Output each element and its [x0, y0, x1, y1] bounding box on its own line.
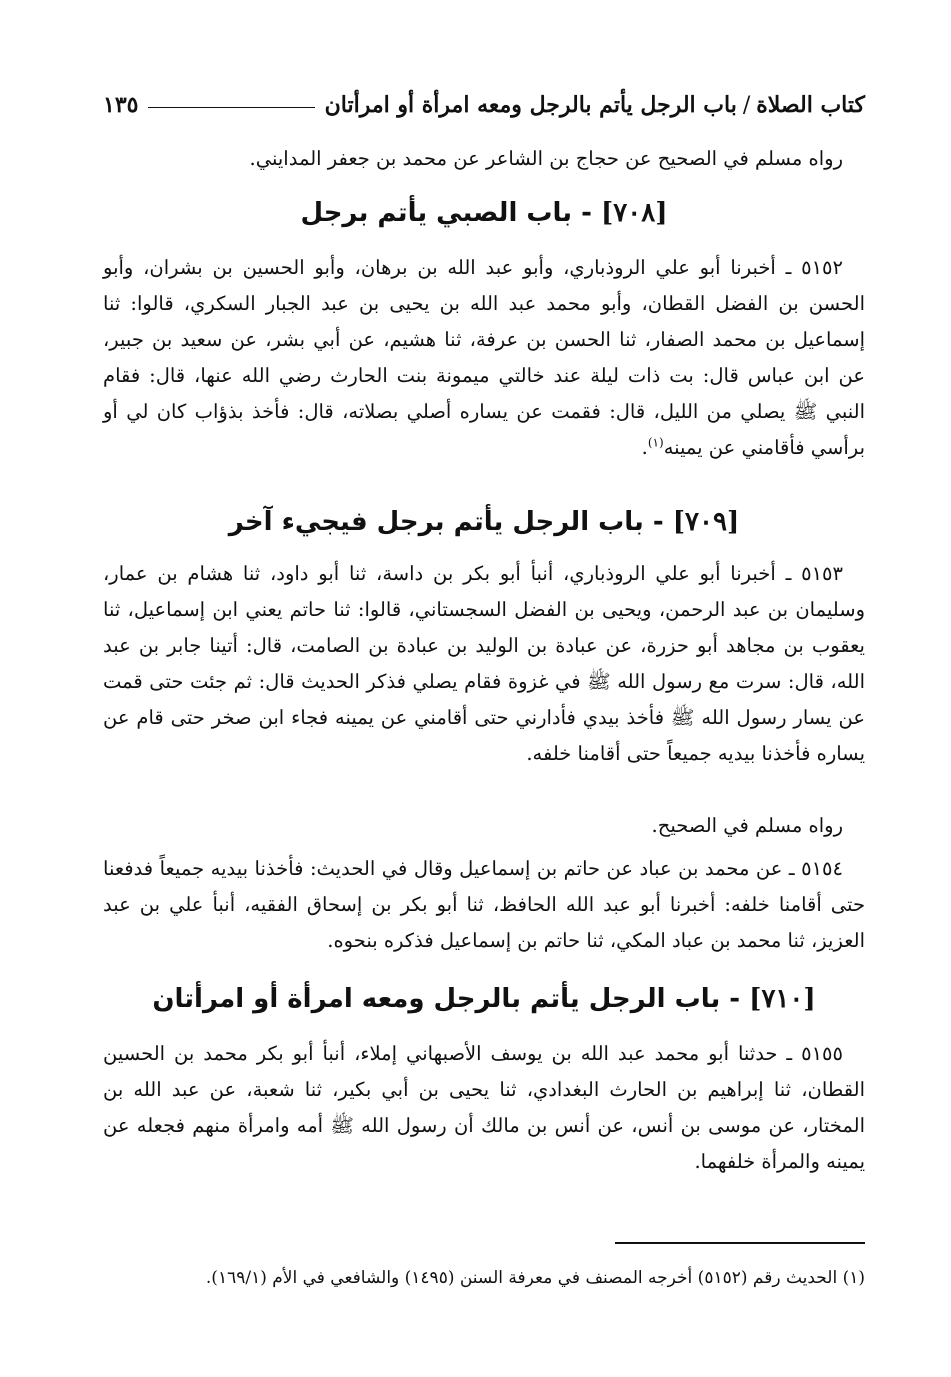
- header-rule: [148, 107, 314, 108]
- hadith-5153-source: [103, 808, 865, 844]
- hadith-5152-end: .: [641, 436, 648, 459]
- page-header: [103, 78, 865, 118]
- hadith-5153: [103, 556, 865, 772]
- hadith-5152: [103, 250, 865, 466]
- intro-text: رواه مسلم في الصحيح عن حجاج بن الشاعر عن محمد بن جعفر المدايني.: [249, 147, 843, 170]
- chapter-title: - باب الرجل يأتم برجل فيجيء آخر: [228, 507, 664, 537]
- hadith-5154: [103, 851, 865, 959]
- footnote: (١) الحديث رقم (٥١٥٢) أخرجه المصنف في معرفة السنن (١٤٩٥) والشافعي في الأم (١٦٩/١).: [205, 1268, 865, 1288]
- chapter-title: - باب الرجل يأتم بالرجل ومعه امرأة أو امرأتان: [152, 984, 741, 1014]
- running-title: [325, 92, 865, 118]
- hadith-5155: [103, 1036, 865, 1180]
- chapter-heading-708: [103, 193, 865, 233]
- hadith-text: [103, 250, 865, 466]
- chapter-heading-710: [103, 979, 865, 1019]
- chapter-title: - باب الصبي يأتم برجل: [300, 198, 592, 228]
- chapter-number: [٧٠٨]: [600, 198, 668, 228]
- chapter-number: [٧٠٩]: [672, 507, 740, 537]
- page-number: ١٣٥: [103, 92, 139, 118]
- chapter-number: [٧١٠]: [749, 984, 816, 1014]
- intro-line: [103, 141, 865, 177]
- chapter-heading-709: [103, 502, 865, 542]
- running-title-chapter: باب الرجل يأتم بالرجل ومعه امرأة أو امرأتان: [324, 92, 737, 118]
- hadith-text: ٥١٥٥ ـ حدثنا أبو محمد عبد الله بن يوسف الأصبهاني إملاء، أنبأ أبو بكر محمد بن الحسين القطان، ثنا إبراهيم بن الحارث البغدادي، ثنا يحيى بن أبي بكير، ثنا شعبة، عن عبد الله بن المختار، عن موسى بن أنس، عن أنس بن مالك أن رسول الله ﷺ أمه وامرأة منهم فجعله عن يمينه والمرأة خلفهما.: [103, 1042, 865, 1173]
- footnote-marker: (١): [647, 435, 664, 450]
- running-title-book: كتاب الصلاة: [756, 92, 865, 118]
- source-note: رواه مسلم في الصحيح.: [651, 814, 843, 837]
- footnote-rule: [615, 1242, 865, 1244]
- hadith-5152-body: ٥١٥٢ ـ أخبرنا أبو علي الروذباري، وأبو عبد الله بن برهان، وأبو الحسين بن بشران، وأبو الحسن بن الفضل القطان، وأبو محمد عبد الله بن يحيى بن عبد الجبار السكري، قالوا: ثنا إسماعيل بن محمد الصفار، ثنا الحسن بن عرفة، ثنا هشيم، عن أبي بشر، عن سعيد بن جبير، عن ابن عباس قال: بت ذات ليلة عند خالتي ميمونة بنت الحارث رضي الله عنها، قال: فقام النبي ﷺ يصلي من الليل، قال: فقمت عن يساره أصلي بصلاته، قال: فأخذ بذؤاب كان لي أو برأسي فأقامني عن يمينه: [103, 256, 865, 459]
- running-title-separator: /: [742, 93, 751, 118]
- hadith-text: ٥١٥٤ ـ عن محمد بن عباد عن حاتم بن إسماعيل وقال في الحديث: فأخذنا بيديه جميعاً فدفعنا حتى أقامنا خلفه: أخبرنا أبو عبد الله الحافظ، ثنا أبو بكر بن إسحاق الفقيه، أنبأ علي بن عبد العزيز، ثنا محمد بن عباد المكي، ثنا حاتم بن إسماعيل فذكره بنحوه.: [103, 857, 865, 952]
- hadith-text: ٥١٥٣ ـ أخبرنا أبو علي الروذباري، أنبأ أبو بكر بن داسة، ثنا أبو داود، ثنا هشام بن عمار، وسليمان بن عبد الرحمن، ويحيى بن الفضل السجستاني، قالوا: ثنا حاتم يعني ابن إسماعيل، ثنا يعقوب بن مجاهد أبو حزرة، عن عبادة بن الوليد بن عبادة بن الصامت، قال: أتينا جابر بن عبد الله، قال: سرت مع رسول الله ﷺ في غزوة فقام يصلي فذكر الحديث قال: ثم جئت حتى قمت عن يسار رسول الله ﷺ فأخذ بيدي فأدارني حتى أقامني عن يمينه فجاء ابن صخر حتى قام عن يساره فأخذنا بيديه جميعاً حتى أقامنا خلفه.: [103, 562, 865, 765]
